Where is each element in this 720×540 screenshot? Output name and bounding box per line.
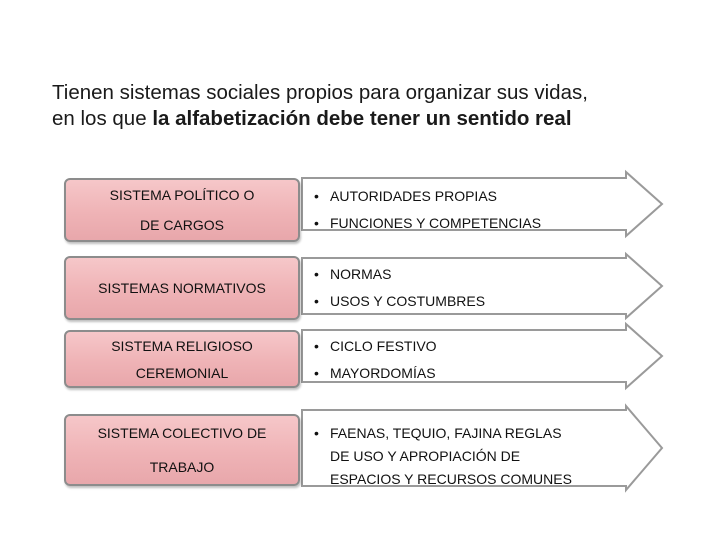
- system-box: [64, 414, 300, 486]
- system-box: [64, 330, 300, 388]
- system-box: [64, 256, 300, 320]
- component-item: • FUNCIONES Y COMPETENCIAS: [314, 215, 644, 231]
- component-item: [314, 422, 644, 491]
- heading-line-2-plain: en los que: [52, 107, 153, 130]
- system-label-line-1: SISTEMA POLÍTICO O: [109, 187, 255, 203]
- component-item: • NORMAS: [314, 266, 644, 282]
- row-sistema-colectivo: [60, 414, 670, 486]
- component-item: • MAYORDOMÍAS: [314, 365, 644, 381]
- component-item: • CICLO FESTIVO: [314, 338, 644, 354]
- system-label-line-2: CEREMONIAL: [135, 364, 229, 381]
- system-label-line-1: SISTEMA COLECTIVO DE: [97, 425, 267, 441]
- component-item-line: • FAENAS, TEQUIO, FAJINA REGLAS: [330, 425, 562, 441]
- component-list: [314, 266, 644, 309]
- system-box: [64, 178, 300, 242]
- heading-line-2: [52, 106, 712, 132]
- row-sistemas-normativos: [60, 256, 670, 320]
- system-label-line-2: DE CARGOS: [139, 217, 224, 233]
- heading-line-2-bold: la alfabetización debe tener un sentido real: [152, 107, 572, 130]
- row-sistema-politico: [60, 178, 670, 242]
- heading-line-1: Tienen sistemas sociales propios para organizar sus vidas,: [52, 81, 588, 104]
- component-list: [314, 188, 644, 231]
- component-item: • AUTORIDADES PROPIAS: [314, 188, 644, 204]
- component-item: • USOS Y COSTUMBRES: [314, 293, 644, 309]
- row-sistema-religioso: [60, 330, 670, 388]
- component-item-line: ESPACIOS Y RECURSOS COMUNES: [330, 471, 572, 487]
- component-list: [314, 422, 644, 491]
- slide-heading: [52, 80, 712, 132]
- component-list: [314, 338, 644, 381]
- component-item-line: DE USO Y APROPIACIÓN DE: [330, 448, 521, 464]
- system-label-line-1: SISTEMAS NORMATIVOS: [98, 280, 266, 296]
- system-label-line-1: SISTEMA RELIGIOSO: [111, 337, 253, 354]
- system-label-line-2: TRABAJO: [149, 459, 215, 475]
